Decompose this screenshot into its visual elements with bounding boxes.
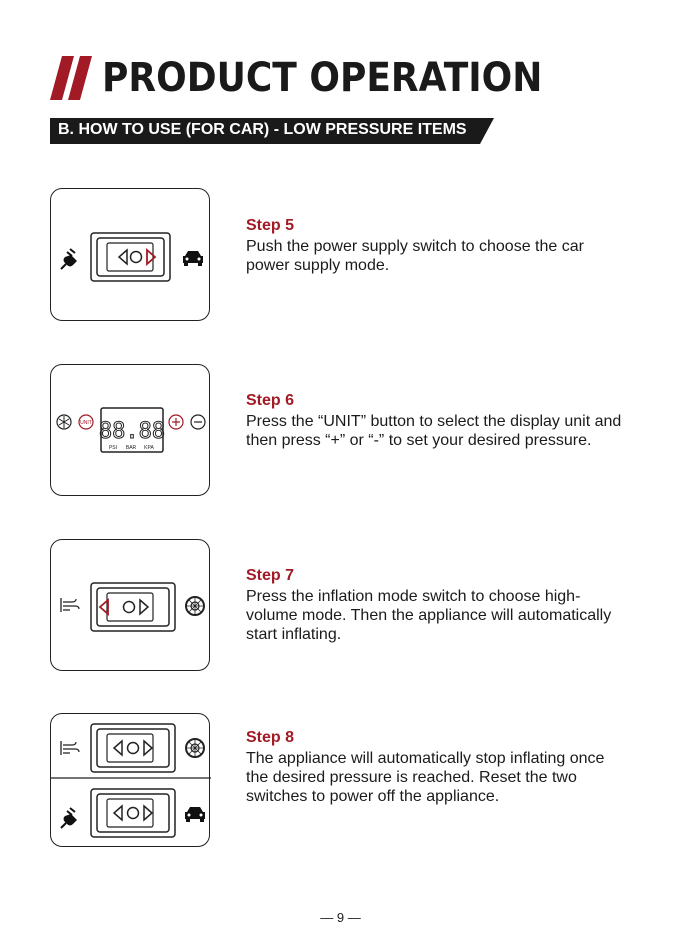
- step-body: Push the power supply switch to choose the car power supply mode.: [246, 238, 584, 274]
- step6-illustration: [50, 364, 210, 496]
- snowflake-icon: [57, 415, 71, 429]
- tire-icon: [186, 597, 204, 615]
- title-text: PRODUCT OPERATION: [102, 55, 543, 101]
- page-number: — 9 —: [320, 910, 361, 925]
- rocker-switch-bottom: [91, 789, 175, 837]
- unit-button-label: UNIT: [80, 420, 92, 426]
- step-title: Step 6: [246, 392, 295, 409]
- plug-icon: [61, 808, 77, 828]
- unit-kpa: KPA: [144, 445, 154, 451]
- step-body: Press the “UNIT” button to select the display unit and then press “+” or “-” to set your desired pressure.: [246, 413, 622, 449]
- step-8: [246, 729, 626, 806]
- unit-bar: BAR: [125, 445, 137, 451]
- airflow-icon: [61, 741, 79, 755]
- step-title: Step 7: [246, 567, 295, 584]
- rocker-switch-top: [91, 724, 175, 772]
- double-slash-icon: [50, 56, 92, 100]
- car-icon: [185, 807, 205, 822]
- banner-text: B. HOW TO USE (FOR CAR) - LOW PRESSURE ITEMS: [58, 121, 467, 138]
- car-icon: [183, 251, 203, 266]
- step-title: Step 5: [246, 217, 295, 234]
- step8-illustration: [50, 713, 210, 847]
- step-body: The appliance will automatically stop inflating once the desired pressure is reached. Reset the two switches to power off the appliance.: [246, 750, 605, 805]
- step7-illustration: [50, 539, 210, 671]
- minus-icon: [191, 415, 205, 429]
- step5-illustration: [50, 188, 210, 321]
- page-title: [50, 52, 591, 104]
- tire-icon: [186, 739, 204, 757]
- airflow-icon: [61, 598, 79, 612]
- plug-icon: [61, 249, 77, 269]
- step-6: [246, 392, 626, 450]
- step-5: [246, 217, 626, 275]
- lcd-display: [99, 408, 165, 452]
- step-body: Press the inflation mode switch to choose high-volume mode. Then the appliance will automatically start inflating.: [246, 588, 612, 643]
- rocker-switch: [91, 583, 175, 631]
- unit-psi: PSI: [108, 445, 118, 451]
- step-7: [246, 567, 626, 644]
- lcd-digits: 88.88: [98, 419, 166, 444]
- plus-icon: [169, 415, 183, 429]
- section-banner: [50, 118, 494, 144]
- step-title: Step 8: [246, 729, 295, 746]
- unit-button: [79, 415, 93, 429]
- rocker-switch: [91, 233, 170, 281]
